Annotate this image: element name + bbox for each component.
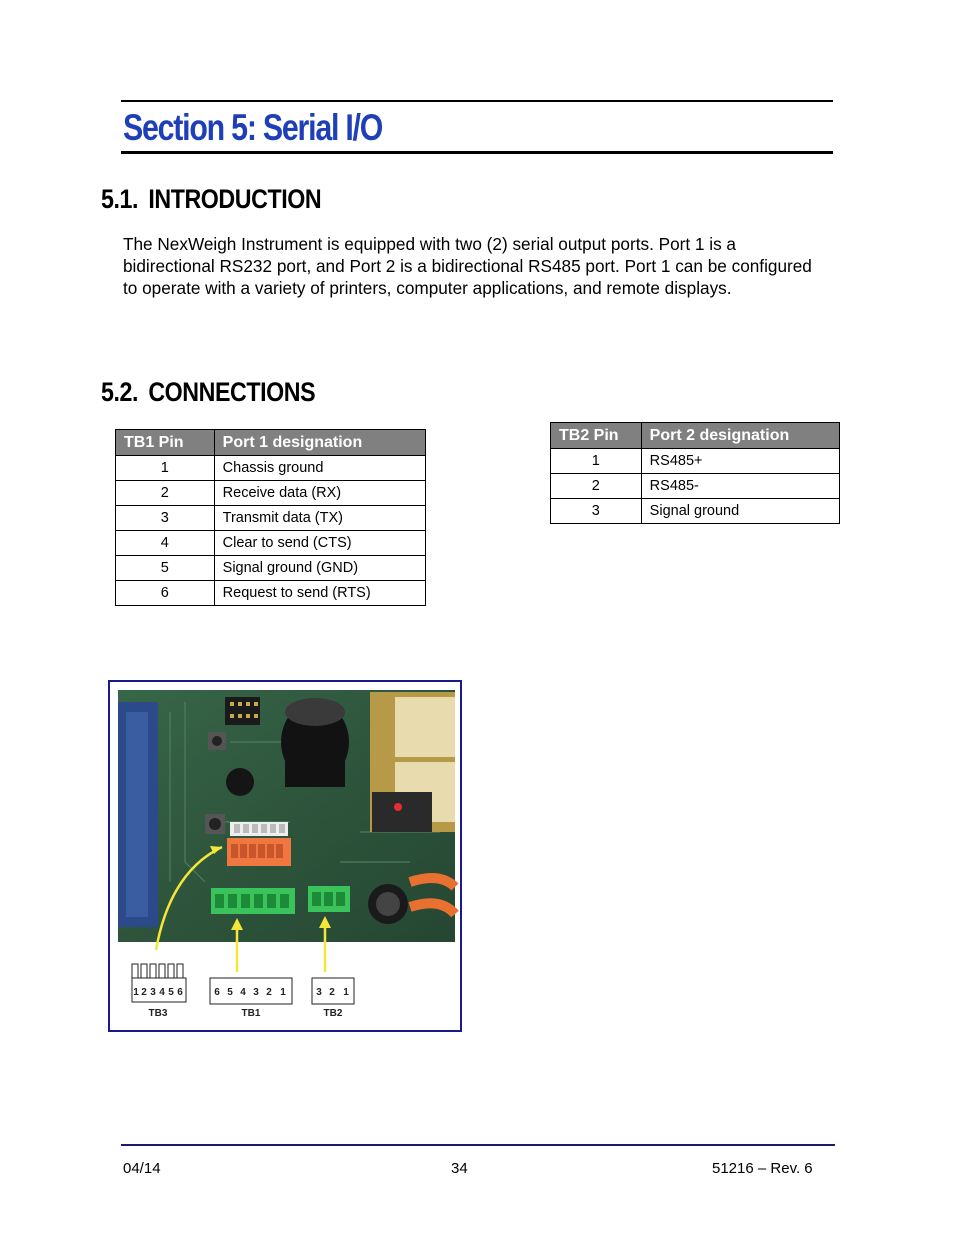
table-row bbox=[116, 581, 426, 606]
tb2-pin-label: 2 bbox=[329, 987, 335, 998]
intro-heading-text: INTRODUCTION bbox=[148, 184, 322, 214]
tb3-label: TB3 bbox=[148, 1008, 168, 1019]
tb3-pin-label: 6 bbox=[177, 987, 183, 998]
board-figure bbox=[108, 680, 462, 1032]
tb2-pin-table bbox=[550, 422, 840, 524]
designation-cell: Receive data (RX) bbox=[214, 481, 425, 506]
pin-cell: 2 bbox=[551, 474, 642, 499]
footer-doc-revision: 51216 – Rev. 6 bbox=[712, 1160, 813, 1177]
connections-heading bbox=[101, 376, 315, 408]
table-row bbox=[551, 449, 840, 474]
table-row bbox=[116, 531, 426, 556]
tb3-pin-label: 2 bbox=[141, 987, 147, 998]
tb1-label: TB1 bbox=[241, 1008, 261, 1019]
footer-date: 04/14 bbox=[123, 1160, 161, 1177]
tb1-pin-label: 3 bbox=[253, 987, 259, 998]
pin-cell: 4 bbox=[116, 531, 215, 556]
table-row bbox=[116, 456, 426, 481]
tb1-pin-table bbox=[115, 429, 426, 606]
pin-cell: 2 bbox=[116, 481, 215, 506]
tb3-pin-label: 3 bbox=[150, 987, 156, 998]
designation-cell: Signal ground (GND) bbox=[214, 556, 425, 581]
tb2-label: TB2 bbox=[323, 1008, 343, 1019]
pin-cell: 6 bbox=[116, 581, 215, 606]
title-rule-top bbox=[121, 100, 833, 102]
connections-number: 5.2. bbox=[101, 377, 139, 407]
pin-cell: 5 bbox=[116, 556, 215, 581]
designation-cell: Signal ground bbox=[641, 499, 839, 524]
column-header: Port 2 designation bbox=[641, 423, 839, 449]
table-row bbox=[116, 556, 426, 581]
intro-paragraph: The NexWeigh Instrument is equipped with two (2) serial output ports. Port 1 is a bidirectional RS232 port, and Port 2 is a bidirectional RS485 port. Port 1 can be configured to operate with a variety of printers, computer applications, and remote displays. bbox=[123, 234, 812, 298]
designation-cell: RS485+ bbox=[641, 449, 839, 474]
intro-heading bbox=[101, 183, 321, 215]
pin-cell: 1 bbox=[551, 449, 642, 474]
tb3-pin-label: 1 bbox=[133, 987, 139, 998]
table-header-row bbox=[551, 423, 840, 449]
tb1-pin-label: 4 bbox=[240, 987, 246, 998]
pin-cell: 1 bbox=[116, 456, 215, 481]
tb2-pin-label: 3 bbox=[316, 987, 322, 998]
designation-cell: Request to send (RTS) bbox=[214, 581, 425, 606]
table-row bbox=[551, 474, 840, 499]
column-header: TB2 Pin bbox=[551, 423, 642, 449]
column-header: Port 1 designation bbox=[214, 430, 425, 456]
table-header-row bbox=[116, 430, 426, 456]
column-header: TB1 Pin bbox=[116, 430, 215, 456]
designation-cell: Chassis ground bbox=[214, 456, 425, 481]
intro-number: 5.1. bbox=[101, 184, 139, 214]
tb2-pin-label: 1 bbox=[343, 987, 349, 998]
table-row bbox=[116, 481, 426, 506]
table-row bbox=[116, 506, 426, 531]
title-rule-bottom bbox=[121, 151, 833, 154]
section-title: Section 5: Serial I/O bbox=[123, 107, 383, 148]
tb3-pin-label: 4 bbox=[159, 987, 165, 998]
table-row bbox=[551, 499, 840, 524]
tb3-pin-label: 5 bbox=[168, 987, 174, 998]
footer-rule bbox=[121, 1144, 835, 1146]
tb1-pin-label: 1 bbox=[280, 987, 286, 998]
pin-cell: 3 bbox=[551, 499, 642, 524]
footer-page-number: 34 bbox=[451, 1160, 468, 1177]
board-photo bbox=[110, 682, 460, 1030]
connections-heading-text: CONNECTIONS bbox=[148, 377, 316, 407]
tb1-pin-label: 2 bbox=[266, 987, 272, 998]
designation-cell: RS485- bbox=[641, 474, 839, 499]
tb1-pin-label: 5 bbox=[227, 987, 233, 998]
pin-cell: 3 bbox=[116, 506, 215, 531]
designation-cell: Transmit data (TX) bbox=[214, 506, 425, 531]
designation-cell: Clear to send (CTS) bbox=[214, 531, 425, 556]
tb1-pin-label: 6 bbox=[214, 987, 220, 998]
